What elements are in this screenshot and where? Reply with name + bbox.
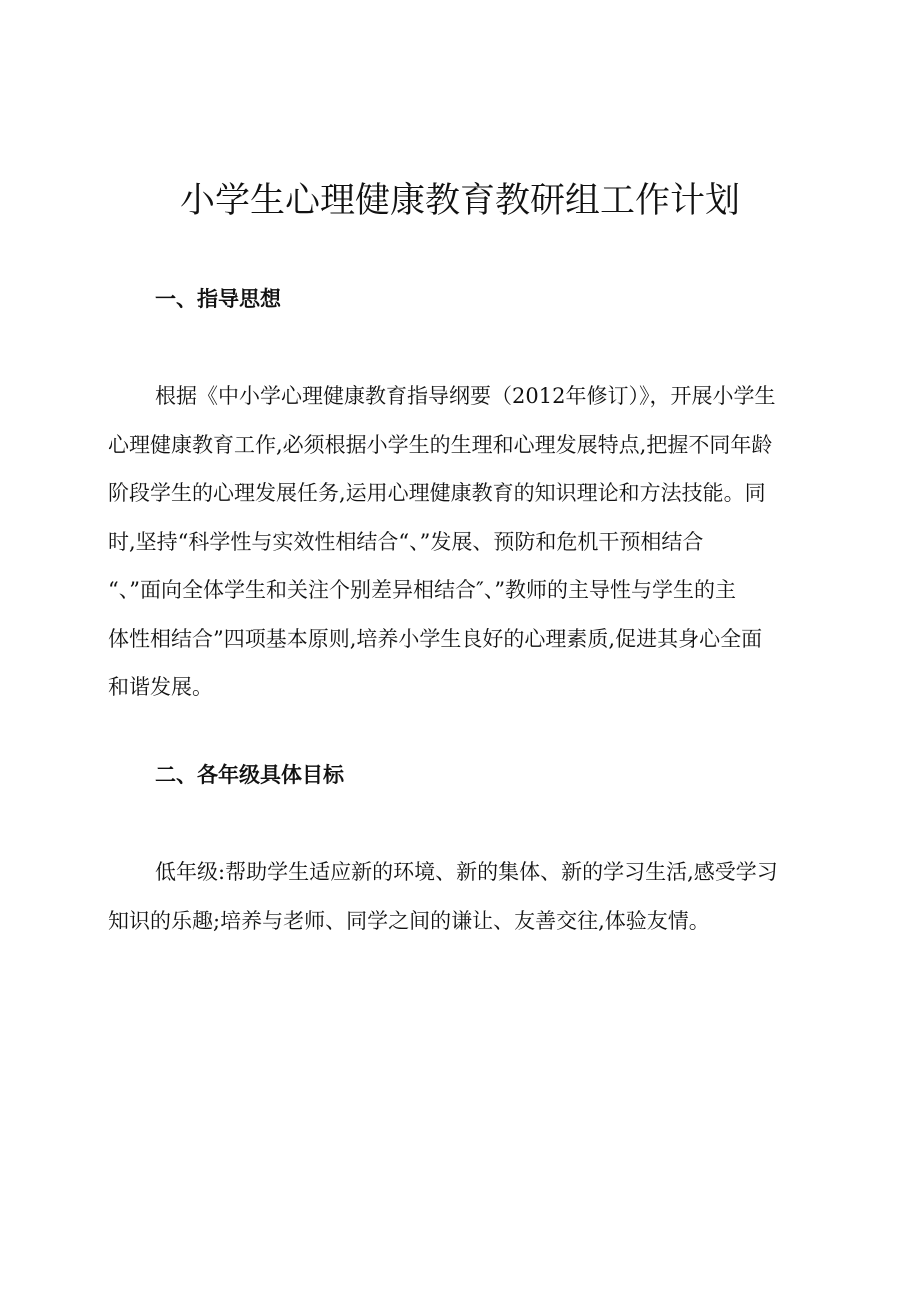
paragraph-line: 阶段学生的心理发展任务,运用心理健康教育的知识理论和方法技能。同 xyxy=(108,481,766,505)
paragraph-line: 和谐发展。 xyxy=(108,675,213,699)
paragraph-line: 体性相结合”四项基本原则,培养小学生良好的心理素质,促进其身心全面 xyxy=(108,626,763,651)
paragraph-line: “、”面向全体学生和关注个别差异相结合″、”教师的主导性与学生的主 xyxy=(108,578,737,602)
paragraph-line: 低年级:帮助学生适应新的环境、新的集体、新的学习生活,感受学习 xyxy=(155,860,778,884)
section-heading-grade-goals: 二、各年级具体目标 xyxy=(155,762,344,787)
paragraph-line: 知识的乐趣;培养与老师、同学之间的谦让、友善交往,体验友情。 xyxy=(108,908,710,933)
section-paragraph-grade-goals xyxy=(108,848,820,945)
section-paragraph-guiding-ideology xyxy=(108,372,820,712)
document-title: 小学生心理健康教育教研组工作计划 xyxy=(179,181,740,221)
paragraph-line: 心理健康教育工作,必须根据小学生的生理和心理发展特点,把握不同年龄 xyxy=(108,432,773,457)
paragraph-line: 根据《中小学心理健康教育指导纲要（2012年修订）》，开展小学生 xyxy=(155,384,776,408)
section-heading-guiding-ideology: 一、指导思想 xyxy=(155,286,281,311)
paragraph-line: 时,坚持“科学性与实效性相结合“、”发展、预防和危机干预相结合 xyxy=(108,529,704,554)
